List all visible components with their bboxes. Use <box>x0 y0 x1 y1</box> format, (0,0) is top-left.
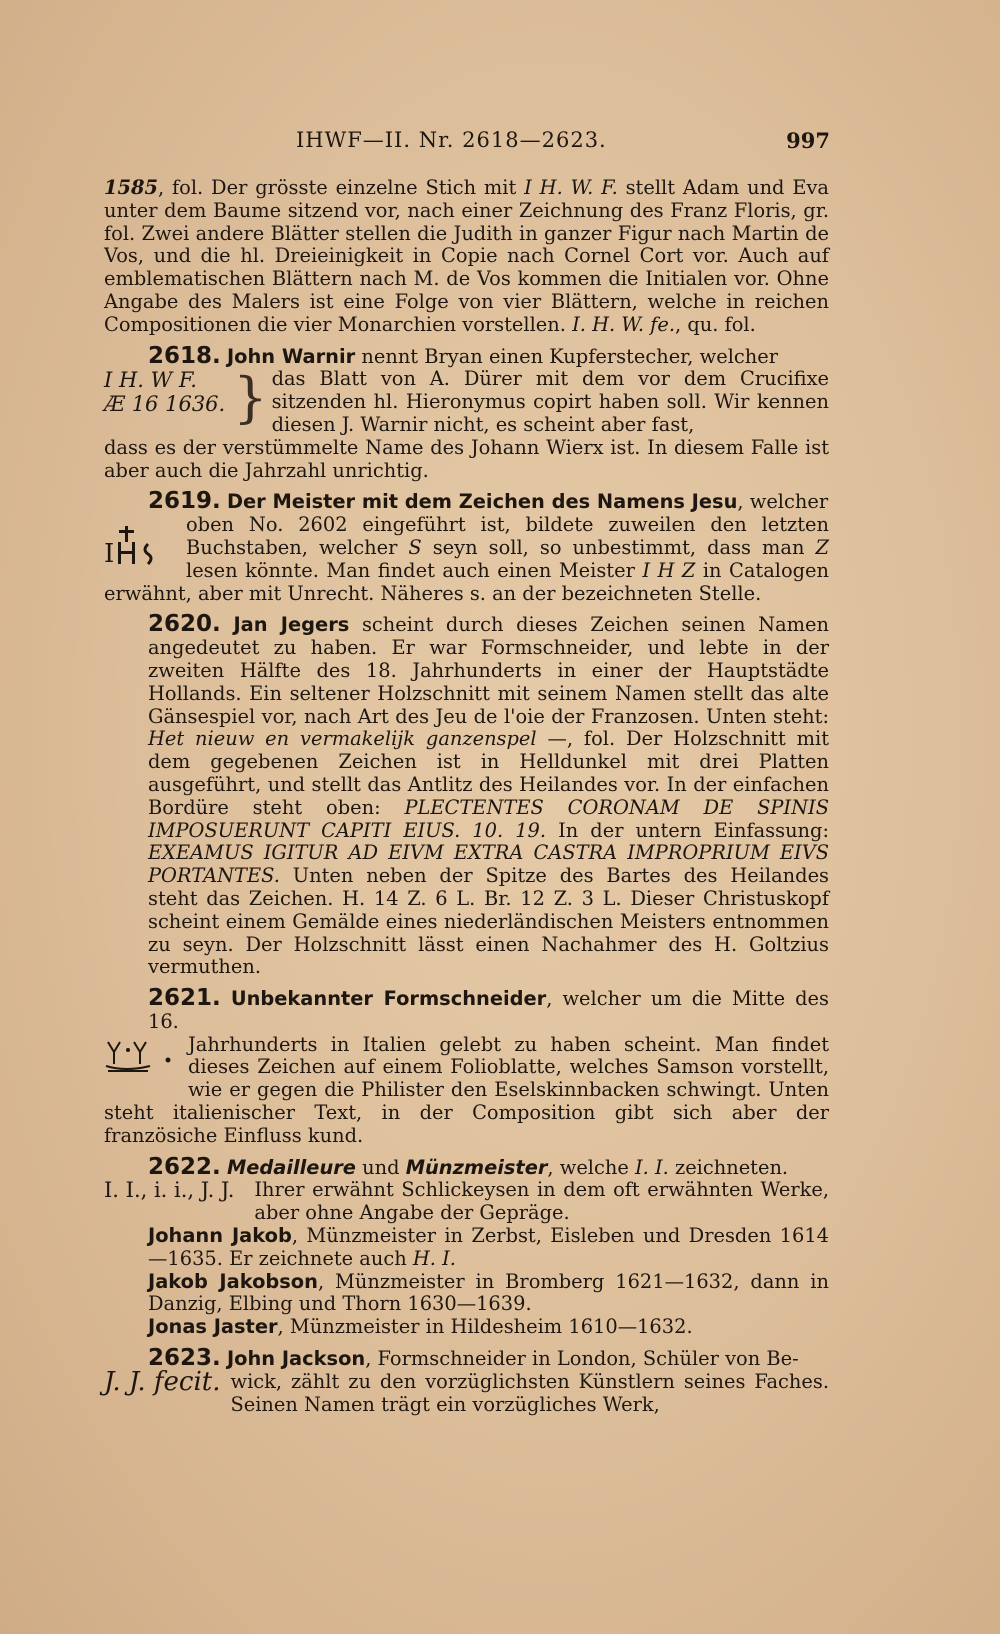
entry-number: 2621. <box>148 985 221 1012</box>
page-number: 997 <box>786 128 830 153</box>
monogram-mark: I. I., i. i., J. J. <box>104 1178 235 1203</box>
intro-year: 1585 <box>104 176 158 199</box>
entry-number: 2618. <box>148 342 221 369</box>
entry-name: Jan Jegers <box>233 613 350 637</box>
formschneider-mark-icon <box>104 1038 178 1088</box>
page-header <box>0 128 1000 158</box>
entry-number: 2622. <box>148 1153 221 1180</box>
signature-mark: J. J. fecit. <box>104 1366 221 1397</box>
monogram-row: I H. W F. Æ 16 1636. } das Blatt von A. Dürer mit dem vor dem Crucifixe sitzenden hl. Hieronymus copirt haben soll. Wir kennen diesen J. Warnir nicht, es scheint aber fast, <box>104 366 829 436</box>
brace-icon: } <box>233 366 268 430</box>
svg-text:I: I <box>104 539 115 570</box>
signature-row: J. J. fecit. wick, zählt zu den vorzüglichsten Künstlern seines Faches. Seinen Namen trägt ein vorzügliches Werk, <box>104 1366 829 1416</box>
body-text <box>104 177 829 1416</box>
ihs-monogram-icon <box>104 518 176 576</box>
intro-paragraph: 1585, fol. Der grösste einzelne Stich mit I H. W. F. stellt Adam und Eva unter dem Baume sitzend vor, nach einer Zeichnung des Franz Floris, gr. fol. Zwei andere Blätter stellen die Judith in ganzer Figur nach Martin de Vos, und die hl. Dreieinigkeit in Copie nach Cornel Cort vor. Auch auf emblematischen Blättern nach M. de Vos kommen die Initialen vor. Ohne Angabe des Malers ist eine Folge von vier Blättern, welche in reichen Compositionen die vier Monarchien vorstellen. I. H. W. fe., qu. fol. <box>104 176 829 336</box>
entry-2618: 2618. John Warnir nennt Bryan einen Kupferstecher, welcher I H. W F. Æ 16 1636. } das Blatt von A. Dürer mit dem vor dem Crucifixe sitzenden hl. Hieronymus copirt haben soll. Wir kennen diesen J. Warnir nicht, es scheint aber fast, dass es der verstümmelte Name des Johann Wierx ist. In diesem Falle ist aber auch die Jahrzahl unrichtig. <box>104 342 829 482</box>
entry-2622: 2622. Medailleure und Münzmeister, welche I. I. zeichneten. I. I., i. i., J. J. Ihrer erwähnt Schlickeysen in dem oft erwähnten Werke, aber ohne Angabe der Gepräge. Johann Jakob, Münzmeister in Zerbst, Eisleben und Dresden 1614—1635. Er zeichnete auch H. I. Jakob Jakobson, Münzmeister in Bromberg 1621—1632, dann in Danzig, Elbing und Thorn 1630—1639. Jonas Jaster, Münzmeister in Hildesheim 1610—1632. <box>104 1153 829 1339</box>
entry-name: Der Meister mit dem Zeichen des Namens Jesu <box>226 490 738 514</box>
entry-name: John Warnir <box>226 344 356 368</box>
entry-name: John Jackson <box>226 1347 366 1371</box>
monogram-row: I. I., i. i., J. J. Ihrer erwähnt Schlickeysen in dem oft erwähnten Werke, aber ohne Angabe der Gepräge. <box>104 1178 829 1225</box>
entry-number: 2620. <box>148 611 221 638</box>
entry-name: Unbekannter Formschneider <box>230 987 547 1011</box>
entry-number: 2619. <box>148 488 221 515</box>
running-title: IHWF—II. Nr. 2618—2623. <box>296 128 607 152</box>
entry-2619: 2619. Der Meister mit dem Zeichen des Namens Jesu, welcher I oben No. 2602 eingeführt ist, bildete zuweilen den letzten Buchstaben, welcher S seyn soll, so unbestimmt, dass man Z lesen könnte. Man findet auch einen Meister I H Z in Catalogen erwähnt, aber mit Unrecht. Näheres s. an der bezeichneten Stelle. <box>104 488 830 605</box>
entry-2620: 2620. Jan Jegers scheint durch dieses Zeichen seinen Namen angedeutet zu haben. Er war Formschneider, und lebte in der zweiten Hälfte des 18. Jahrhunderts in einer der Hauptstädte Hollands. Ein seltener Holzschnitt mit seinem Namen stellt das alte Gänsespiel vor, nach Art des Jeu de l'oie der Franzosen. Unten steht: Het nieuw en vermakelijk ganzenspel —, fol. Der Holzschnitt mit dem gegebenen Zeichen ist in Helldunkel mit drei Platten ausgeführt, und stellt das Antlitz des Heilandes vor. In der einfachen Bordüre steht oben: PLECTENTES CORONAM DE SPINIS IMPOSUERUNT CAPITI EIUS. 10. 19. In der untern Einfassung: EXEAMUS IGITUR AD EIVM EXTRA CASTRA IMPROPRIUM EIVS PORTANTES. Unten neben der Spitze des Bartes des Heilandes steht das Zeichen. H. 14 Z. 6 L. Br. 12 Z. 3 L. Dieser Christuskopf scheint einem Gemälde eines niederländischen Meisters entnommen zu seyn. Der Holzschnitt lässt einen Nachahmer des H. Goltzius vermuthen. <box>148 611 829 979</box>
entry-name: Medailleure <box>226 1155 356 1179</box>
entry-2621: 2621. Unbekannter Formschneider, welcher um die Mitte des 16. Jahrhunderts in Italien gelebt zu haben scheint. Man findet dieses Zeichen auf einem Folioblatte, welches Samson vorstellt, wie er gegen die Philister den Eselskinnbacken schwingt. Unten steht italienischer Text, in der Composition gibt sich aber der französiche Einfluss kund. <box>104 985 829 1147</box>
entry-number: 2623. <box>148 1345 221 1372</box>
entry-2623: 2623. John Jackson, Formschneider in London, Schüler von Be- J. J. fecit. wick, zählt zu den vorzüglichsten Künstlern seines Faches. Seinen Namen trägt ein vorzügliches Werk, <box>104 1345 829 1416</box>
monogram-mark: I H. W F. Æ 16 1636. <box>104 368 226 417</box>
